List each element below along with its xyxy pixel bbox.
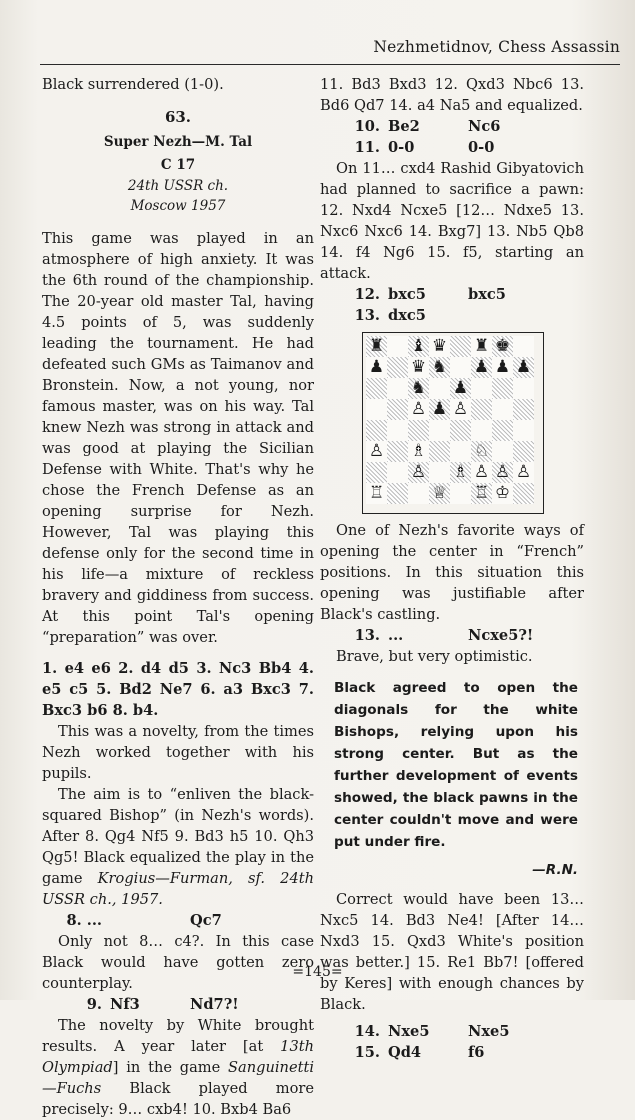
aim-text: The aim is to “enliven the black-squared Bishop” (in Nezh's words). After 8. Qg4 Nf5 9. Bd3 h5 10. Qh3 Qg5! Black equalized the play in the game: [42, 786, 314, 887]
square-f4: [471, 420, 492, 441]
square-d6: [429, 378, 450, 399]
square-g4: [492, 420, 513, 441]
square-e6: [450, 378, 471, 399]
square-e1: [450, 483, 471, 504]
eco-code: C 17: [160, 157, 196, 173]
chess-piece-icon: ♟: [515, 357, 532, 377]
move-13-comment: Brave, but very optimistic.: [336, 648, 533, 665]
square-c5: [408, 399, 429, 420]
black-move: Nd7?!: [190, 996, 239, 1013]
square-c3: [408, 441, 429, 462]
chess-piece-icon: ♟: [368, 357, 385, 377]
quote-text: Black agreed to open the diagonals for the white Bishops, relying upon his strong center. But as the further development of events showed, the black pawns in the center couldn't move and were put under fire.: [334, 680, 578, 850]
move-8-comment: Only not 8… c4?. In this case Black would have gotten zero counterplay.: [42, 933, 314, 992]
header-rule: [40, 64, 620, 65]
running-header: Nezhmetidnov, Chess Assassin: [373, 38, 620, 56]
square-c6: [408, 378, 429, 399]
result-text: Black surrendered (1-0).: [42, 76, 224, 93]
black-move: bxc5: [468, 286, 506, 303]
white-move: dxc5: [388, 307, 426, 324]
white-move: Nf3: [110, 996, 140, 1013]
square-f3: [471, 441, 492, 462]
move-10-line: [320, 116, 584, 137]
square-f6: [471, 378, 492, 399]
chess-piece-icon: ♚: [494, 336, 511, 356]
chess-piece-icon: ♞: [431, 357, 448, 377]
move-11-comment: On 11… cxd4 Rashid Gibyatovich had planned to sacrifice a pawn: 12. Nxd4 Ncxe5 [12… Ndxe5 13. Nxc6 Nxc6 14. Bxg7] 13. Nb5 Qb8 14. f4 Ng6 15. f5, starting an attack.: [320, 160, 584, 282]
correct-line-paragraph: Correct would have been 13… Nxc5 14. Bd3 Ne4! [After 14… Nxd3 15. Qxd3 White's position was better.] 15. Re1 Bb7! [offered by Keres] with enough chances by Black.: [320, 891, 584, 1013]
square-h2: [513, 462, 534, 483]
chess-piece-icon: ♛: [431, 336, 448, 356]
square-d7: [429, 357, 450, 378]
white-move: 0-0: [388, 139, 415, 156]
black-move: Qc7: [190, 912, 222, 929]
right-column: [320, 74, 584, 1063]
square-b2: [387, 462, 408, 483]
move-number: 15.: [354, 1044, 380, 1061]
square-c7: [408, 357, 429, 378]
square-b6: [387, 378, 408, 399]
chess-piece-icon: ♙: [368, 441, 385, 461]
square-g3: [492, 441, 513, 462]
square-f1: [471, 483, 492, 504]
square-g5: [492, 399, 513, 420]
move-8-line: [42, 910, 314, 931]
square-g6: [492, 378, 513, 399]
move-14-line: [320, 1021, 584, 1042]
square-d3: [429, 441, 450, 462]
square-e7: [450, 357, 471, 378]
chess-piece-icon: ♟: [452, 378, 469, 398]
square-d4: [429, 420, 450, 441]
page-number: =145=: [292, 964, 343, 980]
chess-piece-icon: ♟: [473, 357, 490, 377]
nezh-quote: [320, 677, 584, 881]
square-c4: [408, 420, 429, 441]
square-h5: [513, 399, 534, 420]
square-h1: [513, 483, 534, 504]
square-f8: [471, 336, 492, 357]
move-number: 10.: [354, 118, 380, 135]
square-f5: [471, 399, 492, 420]
chess-piece-icon: ♜: [473, 336, 490, 356]
comment-text: The novelty by White brought results. A year later [at: [42, 1017, 314, 1055]
square-b8: [387, 336, 408, 357]
square-d5: [429, 399, 450, 420]
square-a3: [366, 441, 387, 462]
square-d2: [429, 462, 450, 483]
result-line: [42, 74, 314, 95]
novelty-paragraph: This was a novelty, from the times Nezh worked together with his pupils.: [42, 723, 314, 782]
move-number: 9.: [86, 996, 102, 1013]
square-c1: [408, 483, 429, 504]
chess-piece-icon: ♙: [473, 462, 490, 482]
chess-piece-icon: ♖: [473, 483, 490, 503]
square-c2: [408, 462, 429, 483]
square-a4: [366, 420, 387, 441]
opening-moves: 1. e4 e6 2. d4 d5 3. Nc3 Bb4 4. e5 c5 5. Bd2 Ne7 6. a3 Bxc3 7. Bxc3 b6 8. b4.: [42, 660, 314, 719]
white-move: ...: [388, 627, 404, 644]
black-move: [468, 305, 584, 326]
move-13b-line: [320, 625, 584, 646]
square-b7: [387, 357, 408, 378]
game-players: Super Nezh—M. Tal: [103, 134, 253, 150]
square-g8: [492, 336, 513, 357]
chess-piece-icon: ♖: [368, 483, 385, 503]
white-move: Be2: [388, 118, 420, 135]
chess-piece-icon: ♗: [410, 441, 427, 461]
move-number: 11.: [354, 139, 380, 156]
square-g2: [492, 462, 513, 483]
chess-piece-icon: ♙: [515, 462, 532, 482]
chess-piece-icon: ♘: [473, 441, 490, 461]
square-b3: [387, 441, 408, 462]
black-move: f6: [468, 1044, 485, 1061]
square-a2: [366, 462, 387, 483]
chess-piece-icon: ♜: [368, 336, 385, 356]
square-c8: [408, 336, 429, 357]
chess-piece-icon: ♙: [410, 399, 427, 419]
square-e5: [450, 399, 471, 420]
square-h4: [513, 420, 534, 441]
aim-game-ref: Krogius—Furman, sf. 24th USSR ch., 1957.: [42, 870, 314, 908]
chess-piece-icon: ♙: [410, 462, 427, 482]
square-d1: [429, 483, 450, 504]
move-9-line: [42, 994, 314, 1015]
game-ref: Sanguinetti—Fuchs: [42, 1059, 314, 1097]
aim-paragraph: [42, 784, 314, 910]
move-number: 12.: [354, 286, 380, 303]
square-b4: [387, 420, 408, 441]
chess-diagram: [362, 332, 544, 514]
white-move: Qd4: [388, 1044, 422, 1061]
chess-piece-icon: ♟: [431, 399, 448, 419]
black-move: Nxe5: [468, 1023, 510, 1040]
quote-signature: —R.N.: [532, 862, 578, 878]
move-12-line: [320, 284, 584, 305]
chess-piece-icon: ♙: [452, 399, 469, 419]
comment-text: Black played more precisely: 9… cxb4! 10. Bxb4 Ba6: [42, 1080, 314, 1118]
white-move: bxc5: [388, 286, 426, 303]
white-move: Nxe5: [388, 1023, 430, 1040]
continuation-paragraph: 11. Bd3 Bxd3 12. Qxd3 Nbc6 13. Bd6 Qd7 14. a4 Na5 and equalized.: [320, 76, 584, 114]
black-move: Ncxe5?!: [468, 627, 534, 644]
black-move: Nc6: [468, 118, 501, 135]
chess-piece-icon: ♔: [494, 483, 511, 503]
chess-piece-icon: ♗: [452, 462, 469, 482]
square-a1: [366, 483, 387, 504]
intro-paragraph: This game was played in an atmosphere of high anxiety. It was the 6th round of the championship. The 20-year old master Tal, having 4.5 points of 5, was suddenly leading the tournament. He had defeated such GMs as Taimanov and Bronstein. Now, a not young, nor famous master, was on his way. Tal knew Nezh was strong in attack and was good at playing the Sicilian Defense with White. That's why he chose the French Defense as an opening surprise for Nezh. However, Tal was playing this defense only for the second time in his life—a mixture of reckless bravery and giddiness from success. At this point Tal's opening “preparation” was over.: [42, 230, 314, 646]
move-number: 14.: [354, 1023, 380, 1040]
move-13-line: [320, 305, 584, 326]
chess-piece-icon: ♝: [410, 336, 427, 356]
comment-text: ] in the game: [112, 1059, 229, 1076]
move-15-line: [320, 1042, 584, 1063]
move-number: 13.: [354, 307, 380, 324]
square-g7: [492, 357, 513, 378]
move-number: 13.: [354, 627, 380, 644]
game-event: 24th USSR ch.: [127, 178, 229, 194]
square-h6: [513, 378, 534, 399]
square-a6: [366, 378, 387, 399]
olympiad-ref: 13th Olympiad: [42, 1038, 314, 1076]
chess-piece-icon: ♞: [410, 378, 427, 398]
square-a5: [366, 399, 387, 420]
square-b5: [387, 399, 408, 420]
diagram-comment: One of Nezh's favorite ways of opening the center in “French” positions. In this situation this opening was justifiable after Black's castling.: [320, 522, 584, 623]
move-11-line: [320, 137, 584, 158]
square-e8: [450, 336, 471, 357]
move-9-comment: [42, 1015, 314, 1120]
square-h7: [513, 357, 534, 378]
square-a7: [366, 357, 387, 378]
square-f2: [471, 462, 492, 483]
move-number: 8. ...: [66, 912, 102, 929]
game-place: Moscow 1957: [130, 198, 226, 214]
game-number: 63.: [164, 108, 192, 126]
chess-piece-icon: ♙: [494, 462, 511, 482]
square-h3: [513, 441, 534, 462]
chess-piece-icon: ♕: [431, 483, 448, 503]
black-move: 0-0: [468, 139, 495, 156]
square-a8: [366, 336, 387, 357]
square-h8: [513, 336, 534, 357]
square-e4: [450, 420, 471, 441]
chess-piece-icon: ♟: [494, 357, 511, 377]
chess-board: [366, 336, 540, 504]
square-e2: [450, 462, 471, 483]
square-g1: [492, 483, 513, 504]
chess-piece-icon: ♛: [410, 357, 427, 377]
square-d8: [429, 336, 450, 357]
square-f7: [471, 357, 492, 378]
square-e3: [450, 441, 471, 462]
square-b1: [387, 483, 408, 504]
white-move: [102, 910, 190, 931]
